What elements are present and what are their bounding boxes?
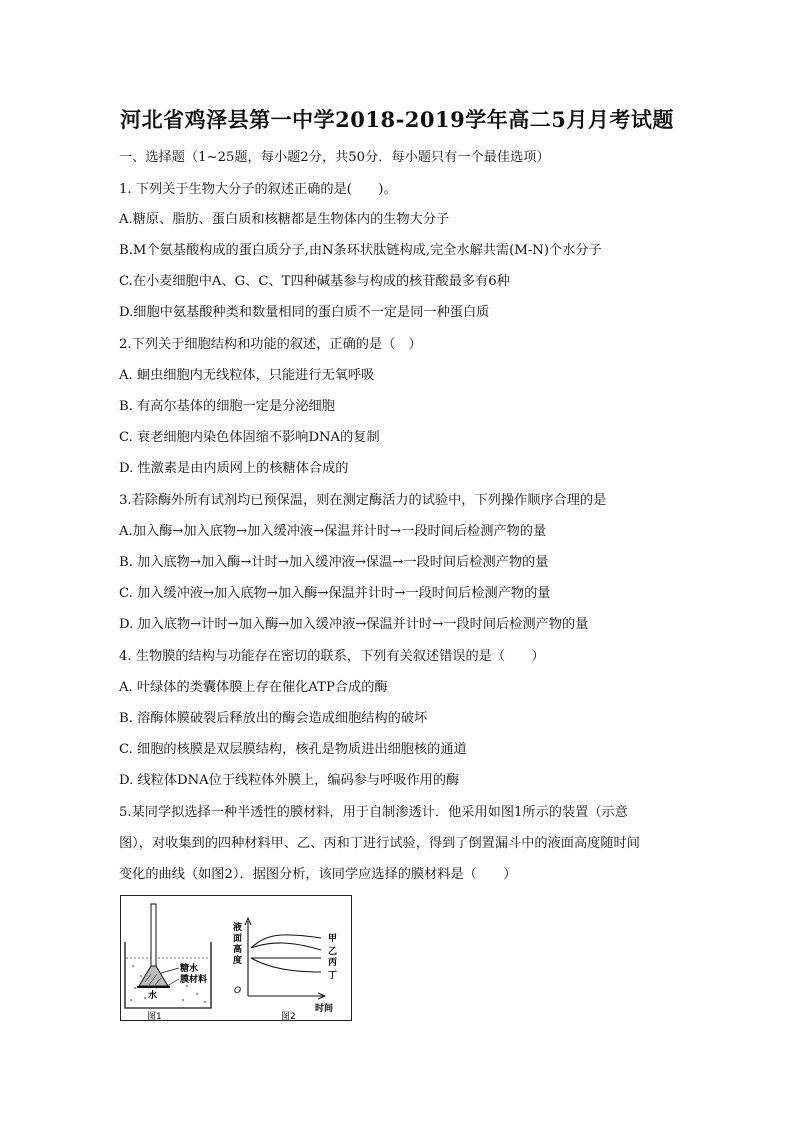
question-2-stem: 2.下列关于细胞结构和功能的叙述，正确的是（ ） <box>119 337 422 352</box>
y-label-char-3: 高 <box>233 945 243 955</box>
question-1-option-c: C.在小麦细胞中A、G、C、T四种碱基参与构成的核苷酸最多有6种 <box>119 274 510 289</box>
question-4-stem: 4. 生物膜的结构与功能存在密切的联系，下列有关叙述错误的是（ ） <box>119 649 545 664</box>
curve-label-ding: 丁 <box>328 971 338 981</box>
question-1-option-b: B.M个氨基酸构成的蛋白质分子,由N条环状肽链构成,完全水解共需(M-N)个水分子 <box>119 243 602 258</box>
sugar-leader <box>161 968 179 973</box>
sugar-water-label: 糖水 <box>180 964 199 974</box>
graph-x-label: 时间 <box>315 1004 334 1014</box>
question-1-option-d: D.细胞中氨基酸种类和数量相同的蛋白质不一定是同一种蛋白质 <box>119 305 490 320</box>
curve-label-jia: 甲 <box>328 934 338 944</box>
figure-svg <box>121 896 351 1020</box>
osmometer-apparatus <box>125 904 211 1020</box>
question-2-option-a: A. 蛔虫细胞内无线粒体，只能进行无氧呼吸 <box>119 368 375 383</box>
membrane-material-label: 膜材料 <box>180 975 208 985</box>
question-4-option-d: D. 线粒体DNA位于线粒体外膜上，编码参与呼吸作用的酶 <box>119 773 460 788</box>
question-1-stem: 1. 下列关于生物大分子的叙述正确的是( )。 <box>119 182 397 197</box>
curve-ding <box>251 958 321 972</box>
funnel-tube <box>151 904 156 966</box>
curve-jia <box>251 935 321 948</box>
level-graph <box>233 918 337 1020</box>
question-3-option-b: B. 加入底物→加入酶→计时→加入缓冲液→保温→一段时间后检测产物的量 <box>119 555 549 570</box>
figure-2-caption: 图2 <box>281 1012 296 1020</box>
question-2-option-c: C. 衰老细胞内染色体固缩不影响DNA的复制 <box>119 430 380 445</box>
question-5-stem-line-2: 图），对收集到的四种材料甲、乙、丙和丁进行试验，得到了倒置漏斗中的液面高度随时间 <box>119 836 640 851</box>
water-label: 水 <box>148 991 158 1001</box>
section-heading: 一、选择题（1~25题，每小题2分，共50分．每小题只有一个最佳选项） <box>119 150 550 165</box>
figure-1-caption: 图1 <box>147 1012 162 1020</box>
question-4-option-b: B. 溶酶体膜破裂后释放出的酶会造成细胞结构的破坏 <box>119 711 428 726</box>
funnel <box>139 966 168 986</box>
curve-yi <box>251 943 321 950</box>
question-3-stem: 3.若除酶外所有试剂均已预保温，则在测定酶活力的试验中，下列操作顺序合理的是 <box>119 493 607 508</box>
question-5-stem-line-1: 5.某同学拟选择一种半透性的膜材料，用于自制渗透计．他采用如图1所示的装置（示意 <box>119 805 628 820</box>
question-5-stem-line-3: 变化的曲线（如图2）．据图分析，该同学应选择的膜材料是（ ） <box>119 867 517 882</box>
question-5-figure <box>120 895 352 1021</box>
y-label-char-2: 面 <box>233 934 243 944</box>
question-1-option-a: A.糖原、脂肪、蛋白质和核糖都是生物体内的生物大分子 <box>119 212 450 227</box>
question-2-option-b: B. 有高尔基体的细胞一定是分泌细胞 <box>119 399 335 414</box>
question-3-option-d: D. 加入底物→计时→加入酶→加入缓冲液→保温并计时→一段时间后检测产物的量 <box>119 617 589 632</box>
question-4-option-a: A. 叶绿体的类囊体膜上存在催化ATP合成的酶 <box>119 680 388 695</box>
curve-label-yi: 乙 <box>328 947 338 957</box>
question-4-option-c: C. 细胞的核膜是双层膜结构，核孔是物质进出细胞核的通道 <box>119 742 467 757</box>
y-label-char-4: 度 <box>233 956 243 966</box>
question-2-option-d: D. 性激素是由内质网上的核糖体合成的 <box>119 461 349 476</box>
question-3-option-c: C. 加入缓冲液→加入底物→加入酶→保温并计时→一段时间后检测产物的量 <box>119 586 551 601</box>
paper-title: 河北省鸡泽县第一中学2018-2019学年高二5月月考试题 <box>120 107 674 132</box>
membrane-leader <box>167 979 179 986</box>
curve-label-bing: 丙 <box>328 958 338 968</box>
y-label-char-1: 液 <box>233 923 243 933</box>
graph-origin: O <box>234 986 242 996</box>
question-3-option-a: A.加入酶→加入底物→加入缓冲液→保温并计时→一段时间后检测产物的量 <box>119 524 547 539</box>
